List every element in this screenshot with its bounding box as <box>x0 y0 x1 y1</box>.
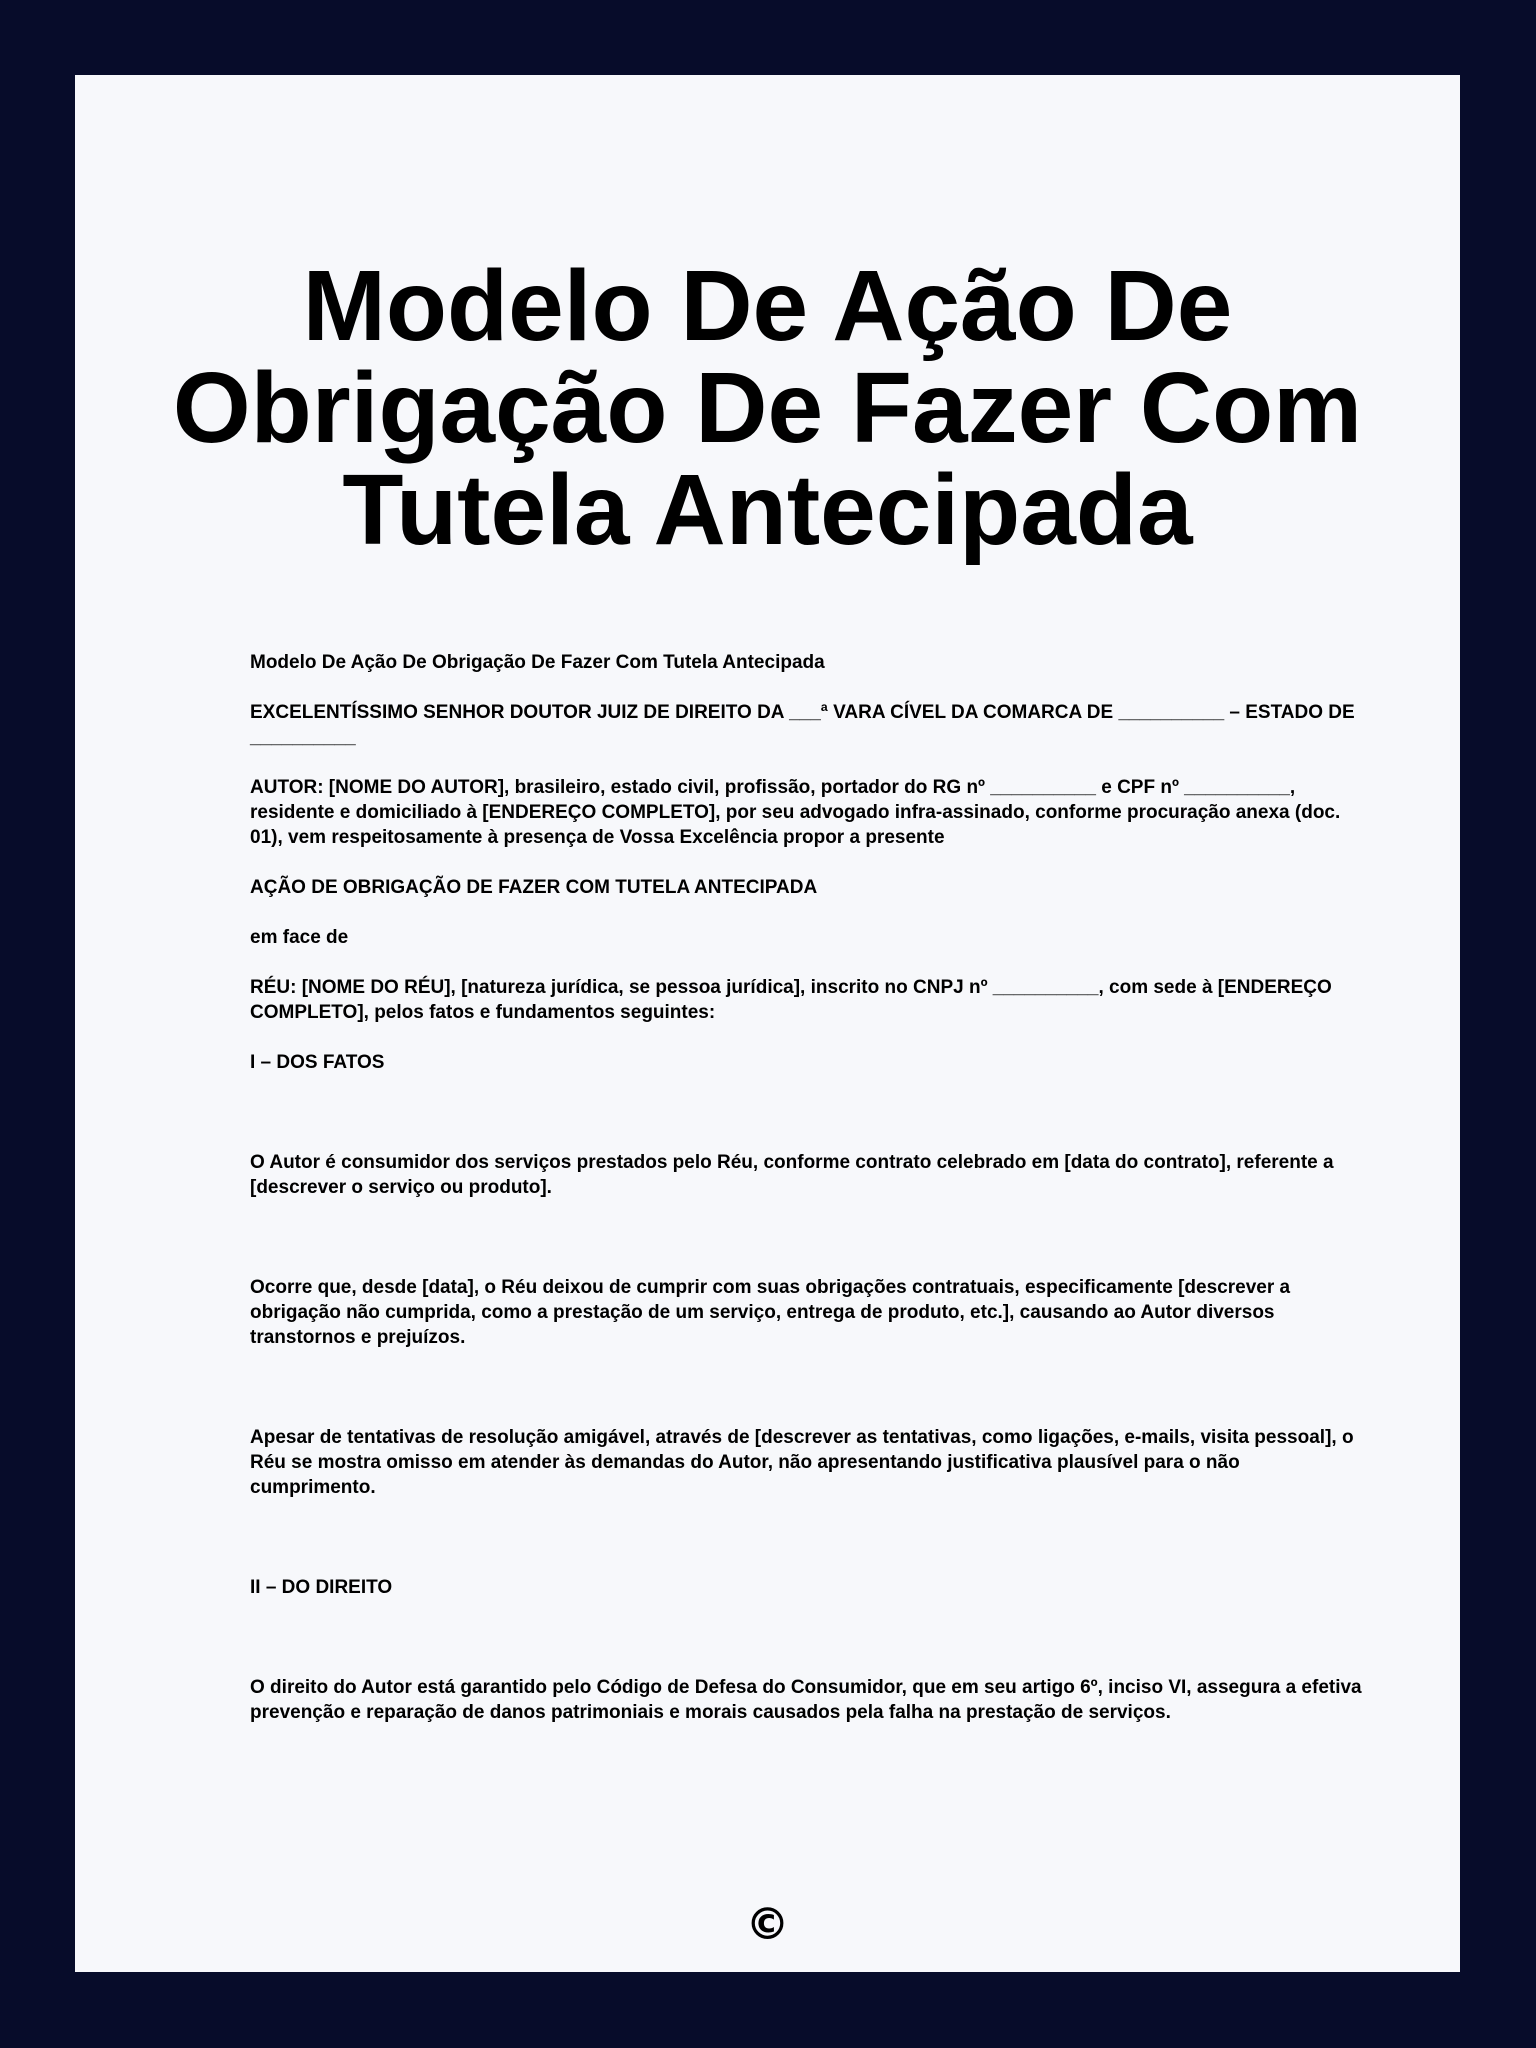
court-address: EXCELENTÍSSIMO SENHOR DOUTOR JUIZ DE DIREITO DA ___ª VARA CÍVEL DA COMARCA DE __________ – ESTADO DE __________ <box>250 702 1355 748</box>
document-body <box>250 650 1365 1725</box>
against-line: em face de <box>250 927 349 948</box>
defendant-paragraph: RÉU: [NOME DO RÉU], [natureza jurídica, se pessoa jurídica], inscrito no CNPJ nº __________, com sede à [ENDEREÇO COMPLETO], pelos fatos e fundamentos seguintes: <box>250 977 1332 1023</box>
section-heading-facts: I – DOS FATOS <box>250 1052 385 1073</box>
section-heading-law: II – DO DIREITO <box>250 1577 393 1598</box>
plaintiff-paragraph: AUTOR: [NOME DO AUTOR], brasileiro, estado civil, profissão, portador do RG nº __________ e CPF nº __________, residente e domiciliado à [ENDEREÇO COMPLETO], por seu advogado infra-assinado, conforme procuração anexa (doc. 01), vem respeitosamente à presença de Vossa Excelência propor a presente <box>250 777 1341 848</box>
action-heading: AÇÃO DE OBRIGAÇÃO DE FAZER COM TUTELA ANTECIPADA <box>250 877 818 898</box>
document-title: Modelo De Ação De Obrigação De Fazer Com Tutela Antecipada <box>172 250 1363 566</box>
facts-paragraph-1: O Autor é consumidor dos serviços prestados pelo Réu, conforme contrato celebrado em [data do contrato], referente a [descrever o serviço ou produto]. <box>250 1152 1334 1198</box>
law-paragraph-1: O direito do Autor está garantido pelo Código de Defesa do Consumidor, que em seu artigo 6º, inciso VI, assegura a efetiva prevenção e reparação de danos patrimoniais e morais causados pela falha na prestação de serviços. <box>250 1677 1362 1723</box>
facts-paragraph-2: Ocorre que, desde [data], o Réu deixou de cumprir com suas obrigações contratuais, especificamente [descrever a obrigação não cumprida, como a prestação de um serviço, entrega de produto, etc.], causando ao Autor diversos transtornos e prejuízos. <box>250 1277 1291 1348</box>
facts-paragraph-3: Apesar de tentativas de resolução amigável, através de [descrever as tentativas, como ligações, e-mails, visita pessoal], o Réu se mostra omisso em atender às demandas do Autor, não apresentando justificativa plausível para o não cumprimento. <box>250 1427 1354 1498</box>
document-subtitle: Modelo De Ação De Obrigação De Fazer Com Tutela Antecipada <box>250 652 825 673</box>
document-page <box>75 75 1460 1972</box>
copyright-icon: © <box>745 1899 790 1950</box>
